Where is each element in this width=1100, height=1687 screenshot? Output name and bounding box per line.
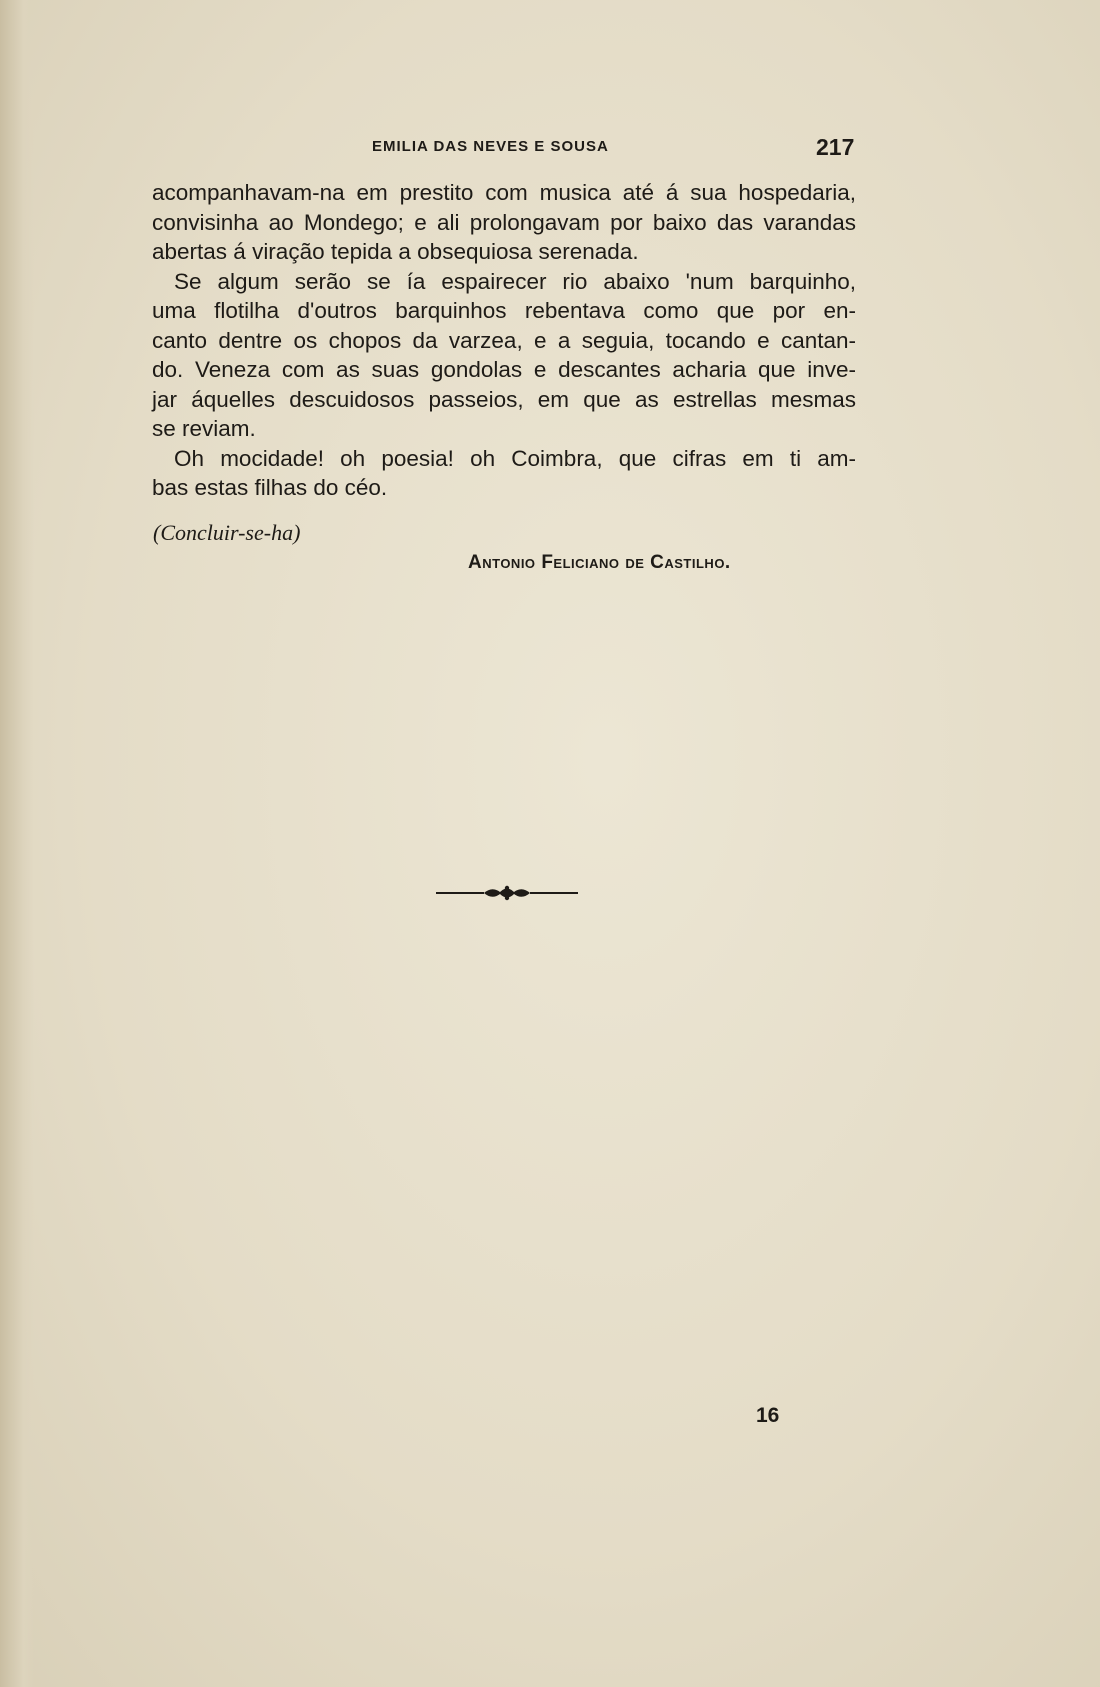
text-line: abertas á viração tepida a obsequiosa serenada. (152, 239, 639, 264)
signature-mark: 16 (756, 1404, 780, 1427)
text-line: se reviam. (152, 416, 256, 441)
paragraph-start-line: Se algum serão se ía espairecer rio abaixo 'num barquinho, (174, 268, 856, 294)
running-head (152, 134, 855, 164)
text-line: uma flotilha d'outros barquinhos rebentava como que por en- (152, 298, 856, 323)
continuation-note: (Concluir-se-ha) (153, 520, 301, 545)
running-title: EMILIA DAS NEVES E SOUSA (372, 138, 609, 155)
text-line: bas estas filhas do céo. (152, 475, 388, 500)
author-signature: Antonio Feliciano de Castilho. (468, 552, 731, 573)
text-line: acompanhavam-na em prestito com musica até á sua hospedaria, (152, 180, 856, 205)
page-gutter (0, 0, 34, 1687)
paragraph-start-line: Oh mocidade! oh poesia! oh Coimbra, que cifras em ti am- (174, 445, 856, 471)
text-line: convisinha ao Mondego; e ali prolongavam por baixo das varandas (152, 209, 856, 235)
text-line: do. Veneza com as suas gondolas e descantes acharia que inve- (152, 357, 856, 382)
text-line: jar áquelles descuidosos passeios, em que as estrellas mesmas (152, 386, 856, 412)
page-number: 217 (816, 134, 855, 160)
body-text (152, 178, 856, 503)
text-line: canto dentre os chopos da varzea, e a seguia, tocando e cantan- (152, 327, 856, 353)
decorative-rule-icon (436, 882, 578, 904)
